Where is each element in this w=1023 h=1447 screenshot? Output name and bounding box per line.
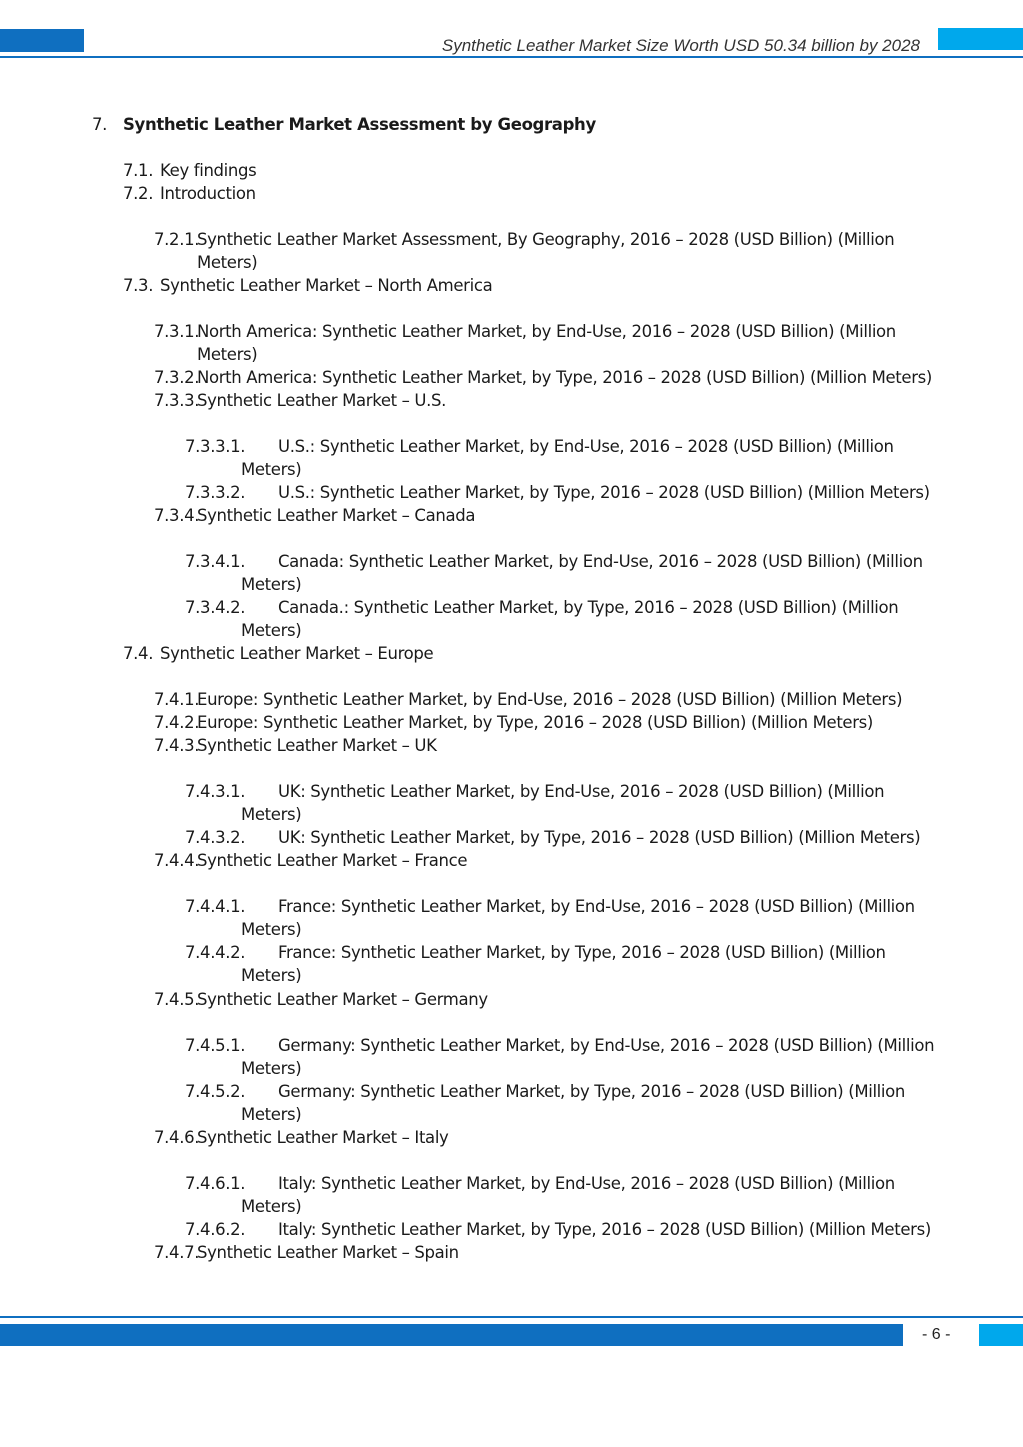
toc-entry-number: 7.4.5. <box>154 990 200 1009</box>
toc-entry-number: 7.4.3.2. <box>185 828 246 847</box>
toc-entry-text: Key findings <box>160 161 257 180</box>
toc-entry-text: Italy: Synthetic Leather Market, by Type, 2016 – 2028 (USD Billion) (Million Meters) <box>278 1220 931 1239</box>
footer-bar <box>0 1324 903 1346</box>
toc-entry-continuation: Meters) <box>241 920 302 939</box>
toc-entry-text: France: Synthetic Leather Market, by End-Use, 2016 – 2028 (USD Billion) (Million <box>278 897 915 916</box>
toc-entry-number: 7.3. <box>123 276 154 295</box>
toc-entry-number: 7.3.1. <box>154 322 200 341</box>
toc-entry-continuation: Meters) <box>241 460 302 479</box>
toc-entry-number: 7.2.1. <box>154 230 200 249</box>
toc-entry-number: 7.4.7. <box>154 1243 200 1262</box>
toc-entry-number: 7.4. <box>123 644 154 663</box>
header-accent-left <box>0 29 84 52</box>
toc-entry-number: 7.4.5.1. <box>185 1036 246 1055</box>
toc-entry-number: 7.4.6. <box>154 1128 200 1147</box>
toc-entry-text: Synthetic Leather Market – France <box>197 851 468 870</box>
toc-entry-text: Synthetic Leather Market – U.S. <box>197 391 447 410</box>
toc-entry-number: 7.4.3.1. <box>185 782 246 801</box>
toc-entry-number: 7.3.2. <box>154 368 200 387</box>
toc-entry-text: Europe: Synthetic Leather Market, by End-Use, 2016 – 2028 (USD Billion) (Million Meters) <box>197 690 903 709</box>
toc-entry-number: 7.4.3. <box>154 736 200 755</box>
toc-entry-number: 7.4.4.2. <box>185 943 246 962</box>
toc-entry-text: Introduction <box>160 184 256 203</box>
toc-entry-number: 7.3.4. <box>154 506 200 525</box>
toc-entry-text: Synthetic Leather Market – Spain <box>197 1243 459 1262</box>
toc-entry-text: Synthetic Leather Market – UK <box>197 736 437 755</box>
toc-entry-text: U.S.: Synthetic Leather Market, by Type, 2016 – 2028 (USD Billion) (Million Meters) <box>278 483 930 502</box>
toc-entry-continuation: Meters) <box>241 805 302 824</box>
toc-entry-text: Synthetic Leather Market Assessment by Geography <box>123 115 596 134</box>
toc-entry-text: Europe: Synthetic Leather Market, by Type, 2016 – 2028 (USD Billion) (Million Meters) <box>197 713 874 732</box>
toc-entry-number: 7.3.4.2. <box>185 598 246 617</box>
toc-entry-text: UK: Synthetic Leather Market, by Type, 2016 – 2028 (USD Billion) (Million Meters) <box>278 828 921 847</box>
toc-entry-text: Synthetic Leather Market – Canada <box>197 506 476 525</box>
toc-entry-number: 7.4.4. <box>154 851 200 870</box>
toc-entry-number: 7. <box>92 115 108 134</box>
toc-entry-text: Synthetic Leather Market – Italy <box>197 1128 449 1147</box>
toc-entry-continuation: Meters) <box>241 621 302 640</box>
toc-entry-text: Germany: Synthetic Leather Market, by Type, 2016 – 2028 (USD Billion) (Million <box>278 1082 905 1101</box>
toc-entry-text: UK: Synthetic Leather Market, by End-Use, 2016 – 2028 (USD Billion) (Million <box>278 782 885 801</box>
toc-entry-continuation: Meters) <box>241 1059 302 1078</box>
toc-entry-text: Synthetic Leather Market – Germany <box>197 990 488 1009</box>
toc-entry-text: U.S.: Synthetic Leather Market, by End-Use, 2016 – 2028 (USD Billion) (Million <box>278 437 894 456</box>
toc-entry-continuation: Meters) <box>241 1197 302 1216</box>
toc-entry-number: 7.4.1. <box>154 690 200 709</box>
toc-entry-number: 7.2. <box>123 184 154 203</box>
toc-entry-text: Italy: Synthetic Leather Market, by End-Use, 2016 – 2028 (USD Billion) (Million <box>278 1174 895 1193</box>
header-accent-right <box>938 28 1023 50</box>
toc-entry-text: Synthetic Leather Market – Europe <box>160 644 434 663</box>
toc-entry-number: 7.4.4.1. <box>185 897 246 916</box>
page-number: - 6 - <box>922 1326 951 1343</box>
toc-entry-continuation: Meters) <box>241 1105 302 1124</box>
toc-entry-text: Canada.: Synthetic Leather Market, by Type, 2016 – 2028 (USD Billion) (Million <box>278 598 899 617</box>
toc-entry-text: North America: Synthetic Leather Market, by End-Use, 2016 – 2028 (USD Billion) (Million <box>197 322 896 341</box>
toc-entry-text: Synthetic Leather Market – North America <box>160 276 493 295</box>
toc-entry-number: 7.3.4.1. <box>185 552 246 571</box>
toc-entry-number: 7.4.6.2. <box>185 1220 246 1239</box>
toc-entry-continuation: Meters) <box>197 345 258 364</box>
toc-entry-number: 7.3.3. <box>154 391 200 410</box>
toc-entry-text: Canada: Synthetic Leather Market, by End-Use, 2016 – 2028 (USD Billion) (Million <box>278 552 923 571</box>
toc-entry-number: 7.1. <box>123 161 154 180</box>
toc-entry-text: Synthetic Leather Market Assessment, By Geography, 2016 – 2028 (USD Billion) (Million <box>197 230 895 249</box>
footer-rule <box>0 1316 1023 1318</box>
footer-accent-right <box>979 1324 1023 1346</box>
toc-entry-text: North America: Synthetic Leather Market, by Type, 2016 – 2028 (USD Billion) (Million Meters) <box>197 368 932 387</box>
toc-entry-text: Germany: Synthetic Leather Market, by End-Use, 2016 – 2028 (USD Billion) (Million <box>278 1036 935 1055</box>
toc-entry-number: 7.3.3.2. <box>185 483 246 502</box>
header-title: Synthetic Leather Market Size Worth USD 50.34 billion by 2028 <box>441 36 920 55</box>
toc-entry-number: 7.4.6.1. <box>185 1174 246 1193</box>
toc-entry-number: 7.4.2. <box>154 713 200 732</box>
toc-entry-number: 7.3.3.1. <box>185 437 246 456</box>
toc-entry-number: 7.4.5.2. <box>185 1082 246 1101</box>
toc-entry-continuation: Meters) <box>241 966 302 985</box>
toc-entry-text: France: Synthetic Leather Market, by Type, 2016 – 2028 (USD Billion) (Million <box>278 943 886 962</box>
toc-entry-continuation: Meters) <box>197 253 258 272</box>
toc-entry-continuation: Meters) <box>241 575 302 594</box>
header-rule <box>0 56 1023 58</box>
